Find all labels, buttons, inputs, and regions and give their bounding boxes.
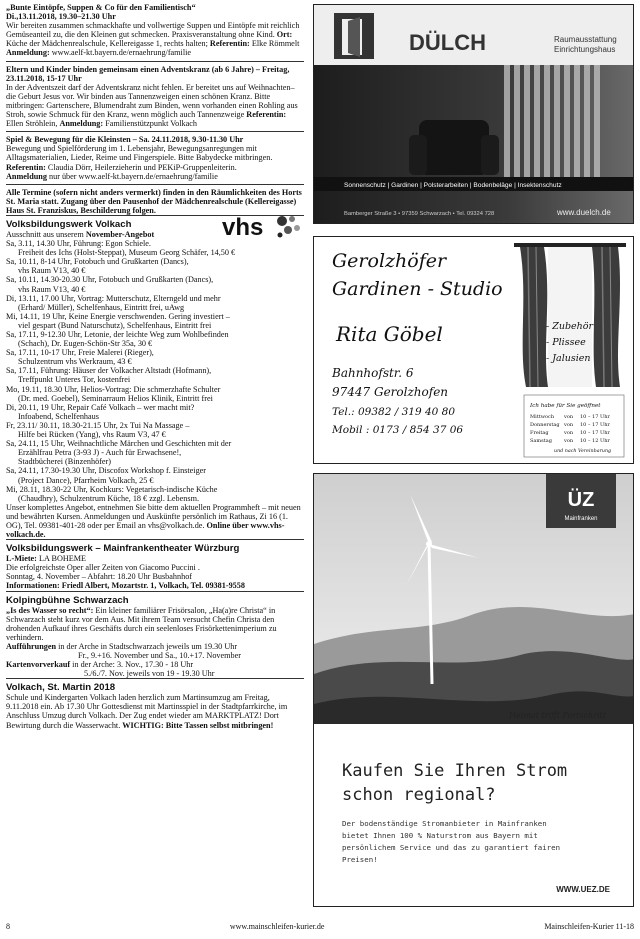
hours-cell: Samstag [530,438,552,444]
vhs-course-line: Schulzentrum vhs Werkraum, 43 € [18,357,132,367]
event3-title: Spiel & Bewegung für die Kleinsten – Sa. 24.11.2018, 9.30-11.30 Uhr [6,135,244,145]
event3-body: Bewegung und Spielförderung im 1. Lebensjahr, Bewegungsanregungen mit Alltagsmaterialien, Lieder, Reime und Fingerspiele. Bitte Babydecke mitbringen. Referentin: Claudia Dörr, Heilerzieherin und PEKiP-Gruppenleiterin. [6,144,273,172]
uez-slogan: Heimat trifft Fortschritt [509,711,606,720]
theater-line2: Sonntag, 4. November – Abfahrt: 18.20 Uhr Busbahnhof [6,572,193,582]
gardinen-studio-ad[interactable] [313,236,634,464]
event1-body: Wir bereiten zusammen schmackhafte und vollwertige Suppen und Eintöpfe mit reichlich Gemüseanteil zu, die den Kleinen gut schmecken. Praxisveranstaltung ohne Kind. Ort: Küche der Mädchenrealschule, Kellereigasse 1, rechts halten; Referentin: Elke Römmelt [6,21,300,49]
hours-cell: von [564,438,574,444]
gardinen-street: Bahnhofstr. 6 [332,366,414,380]
vhs-course-line: Sa, 3.11, 14.30 Uhr, Führung: Egon Schiele. [6,239,151,249]
kolping-body: „Is des Wasser so recht“: Ein kleiner familiärer Frisörsalon, „Ha(a)re Christa“ in Schwarzach steht kurz vor dem Aus. Mit ihrem Team versucht Chefin Christa den drohenden Aufkauf ihres Geschäfts durch ein seelenloses Frisörkettenimperium zu verhindern. [6,605,277,642]
duelch-ad[interactable] [313,4,634,224]
vhs-course-line: (Chaudhry), Schulzentrum Küche, 18 € zzgl. Lebensm. [18,493,199,503]
vhs-outro: Unser komplettes Angebot, entnehmen Sie bitte dem aktuellen Programmheft – mit neuen und bewährten Kursen. Anmeldungen und Auskünfte persönlich im Rathaus, Zi 16 (1. OG), Tel. 09381-401-28 oder per Email an vhs@volkach.de. Online über www.vhs-volkach.de. [6,502,301,540]
event1-title: „Bunte Eintöpfe, Suppen & Co für den Familientisch“ [6,3,196,12]
uez-logo-sub: Mainfranken [564,516,598,522]
event1-date: Di.,13.11.2018, 19.30–21.30 Uhr [6,12,116,22]
hours-cell: 10 – 17 Uhr [580,422,610,428]
vhs-course-line: Di, 13.11, 17.00 Uhr, Vortrag: Mutterschutz, Elterngeld und mehr [6,293,221,303]
gardinen-side3: - Jalusien [546,353,591,364]
vhs-course-line: Infoabend, Schelfenhaus [18,411,99,421]
vhs-course-line: Fr, 23.11/ 30.11, 18.30-21.15 Uhr, 2x Tui Na Massage – [6,420,190,430]
martin-body: Schule und Kindergarten Volkach laden herzlich zum Martinsumzug am Freitag, 9.11.2018 ein. Ab 17.30 Uhr Gottesdienst mit Martinsspiel in der Stadtpfarrkirche, im Anschluss Umzug durch Volkach. Der Zug endet wieder am MARKTPLATZ! Dort Bewirtung durch die Wasserwacht. WICHTIG: Bitte Tassen selbst mitbringen! [6,693,288,730]
location-note: Alle Termine (sofern nicht anders vermerkt) finden in den Räumlichkeiten des Horts St. Maria statt. Zugang über den Pausenhof der Mädchenrealschule (Kellereigasse) Haus St. Franziskus, Beschilderung folgen. [6,187,302,215]
gardinen-tel: Tel.: 09382 / 319 40 80 [332,406,456,418]
hours-cell: 10 – 17 Uhr [580,414,610,420]
kolping-presale-dates: 5./6./7. Nov. jeweils von 19 - 19.30 Uhr [84,669,215,679]
duelch-address: Bamberger Straße 3 • 97359 Schwarzach • Tel. 09324 728 [344,211,495,217]
hours-cell: von [564,414,574,420]
gardinen-city: 97447 Gerolzhofen [332,385,449,399]
vhs-course-line: Erzählfrau Petra (3-93 J) - Auch für Erwachsene!, [18,448,182,458]
svg-text:ÜZ: ÜZ [567,489,595,511]
vhs-course-line: Sa, 10.11, 14.30-20.30 Uhr, Fotobuch und Grußkarten (Dancs), [6,275,214,285]
armchair-image [419,120,489,175]
vhs-course-line: vhs Raum V13, 40 € [18,266,86,276]
vhs-course-line: viel gespart (Bund Naturschutz), Schelfenhaus, Eintritt frei [18,320,212,330]
duelch-tagline-1: Raumausstattung [554,35,617,44]
page-number: 8 [6,922,10,931]
gardinen-line1: Gerolzhöfer [332,250,447,272]
vhs-course-line: vhs Raum V13, 40 € [18,284,86,294]
vhs-logo [222,213,302,241]
uez-url: WWW.UEZ.DE [556,885,610,894]
vhs-course-line: Sa, 17.11, Führung: Häuser der Volkacher Altstadt (Hofmann), [6,366,212,376]
hours-cell: 10 – 12 Uhr [580,438,610,444]
hours-note: und nach Vereinbarung [554,449,612,454]
vhs-course-line: Mi, 14.11, 19 Uhr, Keine Energie verschwenden. Gering investiert – [6,311,230,321]
uez-ad-graphic [314,474,634,907]
theater-heading: Volksbildungswerk – Mainfrankentheater Würzburg [6,539,304,554]
vhs-course-line: (Dr. med. Goebel), Seminarraum Helios Klinik, Eintritt frei [18,393,213,403]
uez-body-line: persönlichem Service und das zu garantiert fairen [342,843,561,852]
left-column [6,3,304,730]
vhs-course-line: Sa, 17.11, 10-17 Uhr, Freie Malerei (Rieger), [6,348,154,358]
hours-cell: Mittwoch [530,414,555,420]
duelch-brand: DÜLCH [409,30,486,55]
hours-cell: 10 – 17 Uhr [580,430,610,436]
vhs-course-line: Sa, 17.11, 9-12.30 Uhr, Letonie, der leichte Weg zum Wohlbefinden [6,330,229,339]
curtain-image [520,247,548,387]
vhs-course-line: Sa, 10.11, 8-14 Uhr, Fotobuch und Grußkarten (Dancs), [6,257,189,267]
event2-title: Eltern und Kinder binden gemeinsam einen Adventskranz (ab 6 Jahre) – Freitag, 23.11.2018, 15-17 Uhr [6,64,290,83]
hours-cell: von [564,422,574,428]
vhs-course-line: Treffpunkt Unteres Tor, kostenfrei [18,375,131,385]
duelch-url: www.duelch.de [557,208,611,217]
kolping-performances-dates: Fr., 9.+16. November und Sa., 10.+17. November [78,651,241,660]
uez-body-line: Der bodenständige Stromanbieter in Mainfranken [342,819,547,828]
gardinen-side2: - Plissee [546,337,586,348]
uez-body-line: Preisen! [342,855,378,864]
duelch-services: Sonnenschutz | Gardinen | Polsterarbeiten | Bodenbeläge | Insektenschutz [344,182,562,189]
event1-registration: Anmeldung: www.aelf-kt.bayern.de/ernaehrung/familie [6,48,192,58]
kolping-presale: Kartenvorverkauf in der Arche: 3. Nov., 17.30 - 18 Uhr [6,660,194,670]
hours-title: Ich habe für Sie geöffnet [530,403,601,409]
vhs-course-line: Di, 20.11, 19 Uhr, Repair Café Volkach – wer macht mit? [6,402,195,412]
event2-body: In der Adventszeit darf der Adventskranz nicht fehlen. Er bereitet uns auf Weihnachten– die Geburt Jesus vor. Wir binden aus Tannenzweigen einen schönen Kranz. Bitte mitbringen: Gartenschere, Blumendraht zum Binden, wenn vorhanden einen Rohling aus Stroh, sowie Schmuck für den Kranz, wenn möglich auch Tannenzweige Referentin: Ellen Ströhlein, Anmeldung: Familienstützpunkt Volkach [6,82,298,129]
hours-cell: von [564,430,574,436]
gardinen-side1: - Zubehör [546,321,594,332]
vhs-heading: Volksbildungswerk Volkach [6,215,304,230]
uez-headline1: Kaufen Sie Ihren Strom [342,761,568,781]
vhs-course-line: (Project Dance), Pfarrheim Volkach, 25 € [18,475,154,485]
gardinen-mobil: Mobil : 0173 / 854 37 06 [332,424,464,436]
uez-body-line: bietet Ihnen 100 % Naturstrom aus Bayern mit [342,831,538,840]
uez-headline2: schon regional? [342,785,496,805]
hours-cell: Donnerstag [530,422,560,428]
vhs-intro: Ausschnitt aus unserem November-Angebot [6,229,155,239]
footer-url[interactable]: www.mainschleifen-kurier.de [229,922,325,931]
vhs-course-line: Sa, 24.11, 17.30-19.30 Uhr, Discofox Workshop f. Einsteiger [6,466,207,476]
kolping-heading: Kolpingbühne Schwarzach [6,591,304,606]
vhs-course-line: (Schach), Dr. Eugen-Schön-Str 35a, 30 € [18,339,153,349]
vhs-course-line: Mi, 28.11, 18.30-22 Uhr, Kochkurs: Vegetarisch-indische Küche [6,484,218,494]
theater-info: Informationen: Friedl Albert, Mozartstr. 1, Volkach, Tel. 09381-9558 [6,581,245,591]
hours-cell: Freitag [530,430,549,436]
vhs-course-line: Freiheit des Ichs (Holst-Steppat), Museum Georg Schäfer, 14,50 € [18,248,236,258]
vhs-course-line: Stadtbücherei (Binzenhöfer) [18,457,111,467]
gardinen-ad-graphic [314,237,634,464]
event3-registration: Anmeldung nur über www.aelf-kt.bayern.de/ernaehrung/familie [6,171,218,181]
vhs-course-line: Sa, 24.11, 15 Uhr, Weihnachtliche Märchen und Geschichten mit der [6,439,232,449]
vhs-course-list [6,239,304,503]
gardinen-line2: Gardinen - Studio [332,278,503,300]
duelch-ad-graphic [314,5,634,224]
issue-label: Mainschleifen-Kurier 11-18 [544,922,634,931]
uez-ad[interactable] [313,473,634,907]
gardinen-owner: Rita Göbel [336,322,443,346]
martin-heading: Volkach, St. Martin 2018 [6,678,304,693]
kolping-performances: Aufführungen in der Arche in Stadtschwarzach jeweils um 19.30 Uhr [6,641,238,651]
vhs-course-line: (Erhard/ Müller), Schelfenhaus, Eintritt frei, uAwg [18,302,185,312]
theater-opera: L-Miete: LA BOHEME [6,554,87,564]
vhs-course-line: Mo, 19.11, 18.30 Uhr, Helios-Vortrag: Die schmerzhafte Schulter [6,384,221,394]
svg-text:vhs: vhs [222,213,264,241]
vhs-course-line: Hilfe bei Rücken (Yang), vhs Raum V3, 47 € [18,430,166,440]
duelch-tagline-2: Einrichtungshaus [554,45,616,54]
theater-line1: Die erfolgreichste Oper aller Zeiten von Giacomo Puccini . [6,563,200,573]
page-footer [6,922,634,931]
